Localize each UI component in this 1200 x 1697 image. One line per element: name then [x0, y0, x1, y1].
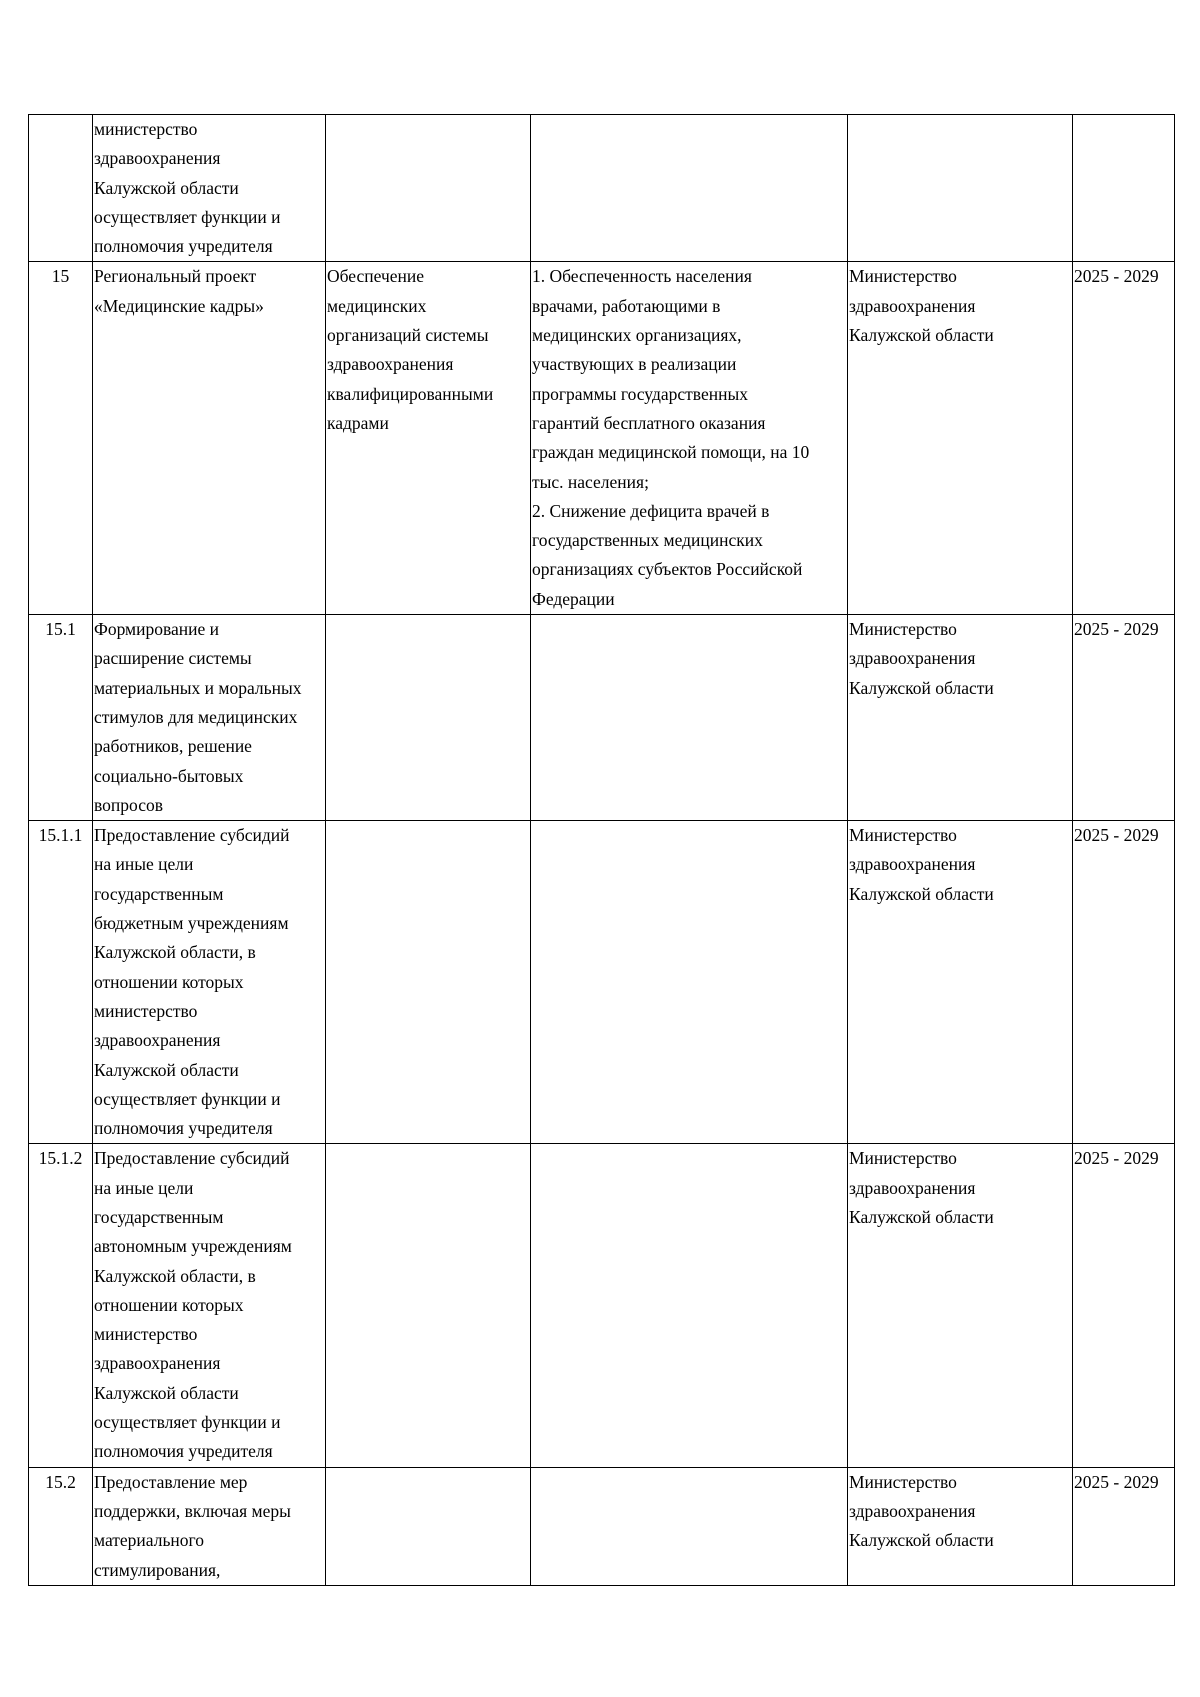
measure-name-cell: [93, 115, 326, 262]
period-cell: 2025 - 2029: [1073, 1467, 1175, 1585]
task-cell: [326, 615, 531, 821]
executor-cell: [848, 115, 1073, 262]
cell-text-line: Предоставление субсидий: [94, 825, 290, 846]
cell-text-line: Министерство: [849, 1148, 957, 1169]
row-number-cell: 15.2: [29, 1467, 93, 1585]
cell-text-line: здравоохранения: [849, 854, 976, 875]
row-number-cell: [29, 115, 93, 262]
indicators-cell: [531, 262, 848, 615]
table-row: [29, 821, 1175, 1144]
cell-text-line: Предоставление субсидий: [94, 1148, 290, 1169]
period-cell: 2025 - 2029: [1073, 615, 1175, 821]
cell-text-line: материальных и моральных: [94, 677, 302, 698]
cell-text-line: Министерство: [849, 266, 957, 287]
cell-text-line: государственным: [94, 883, 224, 904]
cell-text-line: Калужской области: [849, 325, 994, 346]
cell-text-line: здравоохранения: [849, 1500, 976, 1521]
task-cell: [326, 1144, 531, 1467]
cell-text-line: тыс. населения;: [532, 471, 649, 492]
cell-text-line: Калужской области: [849, 883, 994, 904]
cell-text-line: Формирование и: [94, 619, 220, 640]
executor-cell: [848, 615, 1073, 821]
cell-text-line: Калужской области: [94, 177, 239, 198]
cell-text-line: Региональный проект: [94, 266, 257, 287]
cell-text-line: здравоохранения: [327, 354, 454, 375]
cell-text-line: Калужской области: [849, 1530, 994, 1551]
cell-text-line: гарантий бесплатного оказания: [532, 412, 766, 433]
cell-text-line: отношении которых: [94, 1294, 244, 1315]
cell-text-line: Калужской области: [849, 1206, 994, 1227]
indicators-cell: [531, 821, 848, 1144]
task-cell: [326, 262, 531, 615]
cell-text-line: расширение системы: [94, 648, 252, 669]
cell-text-line: министерство: [94, 1324, 198, 1345]
table-row: [29, 115, 1175, 262]
cell-text-line: участвующих в реализации: [532, 354, 737, 375]
cell-text-line: материального: [94, 1530, 205, 1551]
period-cell: 2025 - 2029: [1073, 821, 1175, 1144]
indicators-cell: [531, 615, 848, 821]
period-cell: 2025 - 2029: [1073, 262, 1175, 615]
task-cell: [326, 115, 531, 262]
cell-text-line: Федерации: [532, 588, 615, 609]
cell-text-line: на иные цели: [94, 854, 194, 875]
cell-text-line: медицинских организациях,: [532, 325, 742, 346]
cell-text-line: «Медицинские кадры»: [94, 295, 264, 316]
indicators-cell: [531, 1467, 848, 1585]
cell-text-line: здравоохранения: [94, 1030, 221, 1051]
cell-text-line: государственным: [94, 1206, 224, 1227]
measure-name-cell: [93, 1467, 326, 1585]
task-cell: [326, 1467, 531, 1585]
cell-text-line: автономным учреждениям: [94, 1236, 292, 1257]
cell-text-line: здравоохранения: [849, 648, 976, 669]
cell-text-line: здравоохранения: [94, 148, 221, 169]
cell-text-line: отношении которых: [94, 971, 244, 992]
table-row: [29, 1467, 1175, 1585]
cell-text-line: полномочия учредителя: [94, 1441, 273, 1462]
executor-cell: [848, 821, 1073, 1144]
cell-text-line: государственных медицинских: [532, 530, 763, 551]
cell-text-line: полномочия учредителя: [94, 236, 273, 257]
cell-text-line: Калужской области: [849, 677, 994, 698]
cell-text-line: вопросов: [94, 794, 163, 815]
task-cell: [326, 821, 531, 1144]
cell-text-line: здравоохранения: [849, 295, 976, 316]
cell-text-line: программы государственных: [532, 383, 748, 404]
cell-text-line: осуществляет функции и: [94, 206, 281, 227]
row-number-cell: 15.1.1: [29, 821, 93, 1144]
cell-text-line: осуществляет функции и: [94, 1088, 281, 1109]
executor-cell: [848, 1467, 1073, 1585]
measure-name-cell: [93, 615, 326, 821]
program-measures-table: [28, 114, 1175, 1586]
cell-text-line: министерство: [94, 1000, 198, 1021]
table-body: [29, 115, 1175, 1586]
cell-text-line: граждан медицинской помощи, на 10: [532, 442, 810, 463]
indicators-cell: [531, 115, 848, 262]
cell-text-line: работников, решение: [94, 736, 252, 757]
measure-name-cell: [93, 821, 326, 1144]
cell-text-line: квалифицированными: [327, 383, 494, 404]
period-cell: 2025 - 2029: [1073, 1144, 1175, 1467]
cell-text-line: на иные цели: [94, 1177, 194, 1198]
cell-text-line: Калужской области, в: [94, 1265, 256, 1286]
cell-text-line: Министерство: [849, 1471, 957, 1492]
row-number-cell: 15.1: [29, 615, 93, 821]
measure-name-cell: [93, 1144, 326, 1467]
cell-text-line: поддержки, включая меры: [94, 1500, 291, 1521]
table-row: [29, 262, 1175, 615]
cell-text-line: Министерство: [849, 619, 957, 640]
cell-text-line: организациях субъектов Российской: [532, 559, 803, 580]
cell-text-line: здравоохранения: [849, 1177, 976, 1198]
cell-text-line: социально-бытовых: [94, 765, 244, 786]
cell-text-line: стимулирования,: [94, 1559, 221, 1580]
measure-name-cell: [93, 262, 326, 615]
cell-text-line: здравоохранения: [94, 1353, 221, 1374]
cell-text-line: кадрами: [327, 412, 389, 433]
cell-text-line: Министерство: [849, 825, 957, 846]
executor-cell: [848, 262, 1073, 615]
cell-text-line: стимулов для медицинских: [94, 706, 298, 727]
cell-text-line: министерство: [94, 119, 198, 139]
cell-text-line: Калужской области: [94, 1059, 239, 1080]
cell-text-line: 1. Обеспеченность населения: [532, 266, 752, 287]
cell-text-line: врачами, работающими в: [532, 295, 721, 316]
cell-text-line: Обеспечение: [327, 266, 425, 287]
cell-text-line: полномочия учредителя: [94, 1118, 273, 1139]
executor-cell: [848, 1144, 1073, 1467]
row-number-cell: 15.1.2: [29, 1144, 93, 1467]
table-row: [29, 1144, 1175, 1467]
table-row: [29, 615, 1175, 821]
cell-text-line: бюджетным учреждениям: [94, 913, 289, 934]
cell-text-line: организаций системы: [327, 325, 489, 346]
cell-text-line: Предоставление мер: [94, 1471, 248, 1492]
period-cell: [1073, 115, 1175, 262]
cell-text-line: 2. Снижение дефицита врачей в: [532, 500, 770, 521]
indicators-cell: [531, 1144, 848, 1467]
cell-text-line: осуществляет функции и: [94, 1412, 281, 1433]
cell-text-line: Калужской области, в: [94, 942, 256, 963]
row-number-cell: 15: [29, 262, 93, 615]
cell-text-line: медицинских: [327, 295, 427, 316]
cell-text-line: Калужской области: [94, 1382, 239, 1403]
